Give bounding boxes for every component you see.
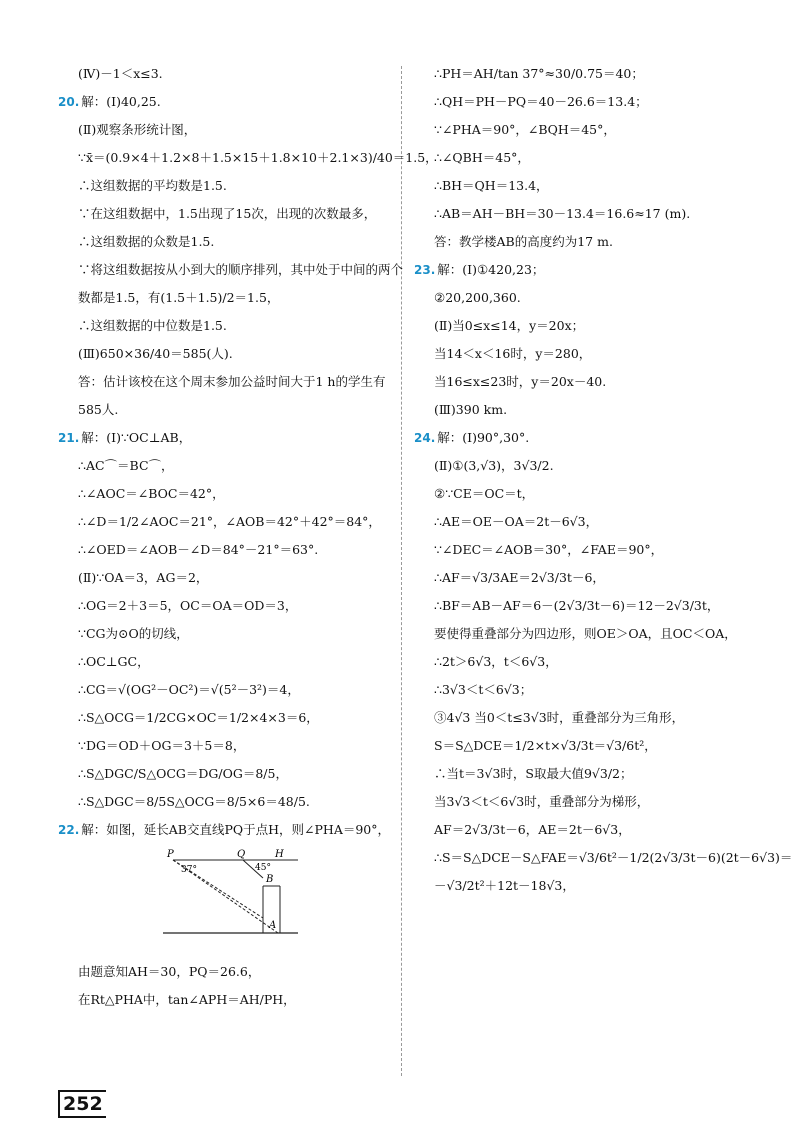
solution-line [58, 284, 393, 312]
line-text: ∵∠DEC＝∠AOB＝30°，∠FAE＝90°， [434, 542, 664, 557]
question-line [58, 424, 393, 452]
line-text: ∵在这组数据中，1.5出现了15次，出现的次数最多， [78, 206, 377, 221]
line-text: ∵∠PHA＝90°，∠BQH＝45°， [434, 122, 616, 137]
line-text: ∴S＝S△DCE－S△FAE＝√3/6t²－1/2(2√3/3t－6)(2t－6√3)＝ [434, 850, 793, 865]
line-text: 由题意知AH＝30，PQ＝26.6， [78, 964, 261, 979]
solution-line [58, 760, 393, 788]
line-text: ∴OC⊥GC， [78, 654, 150, 669]
solution-line [58, 536, 393, 564]
figure-label-h: H [275, 849, 284, 860]
line-text: ∴AE＝OE－OA＝2t－6√3， [434, 514, 599, 529]
page-number: 252 [58, 1090, 106, 1118]
line-text: ∴当t＝3√3时，S取最大值9√3/2； [434, 766, 633, 781]
solution-line [414, 200, 759, 228]
solution-line [58, 312, 393, 340]
line-text: ∵DG＝OD＋OG＝3＋5＝8， [78, 738, 246, 753]
solution-line [58, 788, 393, 816]
solution-line [58, 508, 393, 536]
line-text: 在Rt△PHA中，tan∠APH＝AH/PH， [78, 992, 296, 1007]
solution-line [58, 704, 393, 732]
solution-line [414, 648, 759, 676]
line-text: 解：(Ⅰ)①420,23； [437, 262, 545, 277]
line-text: ∵x̄＝(0.9×4＋1.2×8＋1.5×15＋1.8×10＋2.1×3)/40＝1.5， [78, 150, 438, 165]
solution-line [414, 592, 759, 620]
solution-line [58, 228, 393, 256]
solution-line [58, 396, 393, 424]
solution-line [414, 676, 759, 704]
geometry-figure [163, 848, 313, 952]
line-text: ∴∠OED＝∠AOB－∠D＝84°－21°＝63°. [78, 542, 319, 557]
solution-line [414, 760, 759, 788]
question-number: 20. [58, 95, 80, 109]
solution-line [414, 872, 759, 900]
figure-label-angle37: 37° [181, 865, 197, 875]
line-text: ∴这组数据的众数是1.5. [78, 234, 215, 249]
solution-line [58, 340, 393, 368]
solution-line [58, 592, 393, 620]
figure-label-b: B [266, 874, 274, 885]
solution-line [414, 564, 759, 592]
solution-line [58, 144, 438, 172]
solution-line [414, 732, 759, 760]
solution-line [414, 312, 759, 340]
solution-line [58, 200, 393, 228]
line-text: －√3/2t²＋12t－18√3， [434, 878, 575, 893]
solution-line [58, 116, 393, 144]
question-number: 21. [58, 431, 80, 445]
line-text: 585人. [78, 402, 119, 417]
line-text: 解：(Ⅰ)40,25. [81, 94, 161, 109]
line-text: (Ⅱ)当0≤x≤14，y＝20x； [434, 318, 585, 333]
solution-line [414, 704, 759, 732]
line-text: ∴AF＝√3/3AE＝2√3/3t－6， [434, 570, 605, 585]
solution-line [414, 144, 759, 172]
solution-line [414, 788, 759, 816]
solution-line [414, 536, 759, 564]
line-text: 解：(Ⅰ)∵OC⊥AB， [81, 430, 192, 445]
line-text: ∴CG＝√(OG²－OC²)＝√(5²－3²)＝4， [78, 682, 300, 697]
solution-line [414, 172, 759, 200]
question-number: 23. [414, 263, 436, 277]
line-text: ∴这组数据的中位数是1.5. [78, 318, 227, 333]
solution-line [414, 844, 793, 872]
solution-line [58, 620, 393, 648]
solution-line [58, 368, 393, 396]
line-text: ∴S△DGC＝8/5S△OCG＝8/5×6＝48/5. [78, 794, 310, 809]
line-text: 解：(Ⅰ)90°,30°. [437, 430, 530, 445]
question-number: 22. [58, 823, 80, 837]
solution-line [414, 480, 759, 508]
solution-line [414, 88, 759, 116]
line-text: (Ⅱ)∵OA＝3，AG＝2， [78, 570, 209, 585]
line-text: 要使得重叠部分为四边形，则OE＞OA，且OC＜OA， [434, 626, 737, 641]
question-line [58, 88, 393, 116]
line-text: 当16≤x≤23时，y＝20x－40. [434, 374, 607, 389]
line-text: ∴∠AOC＝∠BOC＝42°， [78, 486, 225, 501]
question-line [414, 256, 759, 284]
solution-line [414, 368, 759, 396]
line-text: S＝S△DCE＝1/2×t×√3/3t＝√3/6t²， [434, 738, 657, 753]
line-text: ∴AB＝AH－BH＝30－13.4＝16.6≈17 (m). [434, 206, 691, 221]
solution-line [58, 172, 393, 200]
line-text: ∴AC⌒＝BC⌒， [78, 458, 174, 473]
line-text: ∴PH＝AH/tan 37°≈30/0.75＝40； [434, 66, 644, 81]
figure-label-angle45: 45° [255, 863, 271, 873]
solution-line [58, 480, 393, 508]
line-text: ∵将这组数据按从小到大的顺序排列，其中处于中间的两个 [78, 262, 404, 277]
solution-line [58, 732, 393, 760]
line-text: ②∵CE＝OC＝t， [434, 486, 535, 501]
solution-line [414, 116, 759, 144]
line-text: (Ⅲ)650×36/40＝585(人). [78, 346, 233, 361]
solution-line [58, 958, 393, 986]
line-text: ②20,200,360. [434, 290, 521, 305]
line-text: ∴∠QBH＝45°， [434, 150, 530, 165]
line-text: ∴BF＝AB－AF＝6－(2√3/3t－6)＝12－2√3/3t， [434, 598, 720, 613]
line-text: ∴OG＝2＋3＝5，OC＝OA＝OD＝3， [78, 598, 298, 613]
line-text: ∴QH＝PH－PQ＝40－26.6＝13.4； [434, 94, 648, 109]
solution-line [414, 396, 759, 424]
solution-line [58, 256, 404, 284]
line-text: 当14＜x＜16时，y＝280， [434, 346, 592, 361]
solution-line [58, 986, 393, 1014]
line-text: (Ⅲ)390 km. [434, 402, 508, 417]
solution-line [58, 60, 393, 88]
solution-line [58, 676, 393, 704]
figure-label-q: Q [237, 849, 246, 860]
line-text: 解：如图，延长AB交直线PQ于点H，则∠PHA＝90°， [81, 822, 391, 837]
solution-line [414, 508, 759, 536]
line-text: AF＝2√3/3t－6，AE＝2t－6√3， [434, 822, 631, 837]
line-text: ∵CG为⊙O的切线， [78, 626, 189, 641]
line-text: ③4√3 当0＜t≤3√3时，重叠部分为三角形， [434, 710, 685, 725]
solution-line [414, 816, 759, 844]
line-text: ∴BH＝QH＝13.4， [434, 178, 549, 193]
question-line [58, 816, 393, 844]
solution-line [58, 452, 393, 480]
line-text: (Ⅳ)－1＜x≤3. [78, 66, 163, 81]
line-text: 答：教学楼AB的高度约为17 m. [434, 234, 613, 249]
line-text: ∴∠D＝1/2∠AOC＝21°，∠AOB＝42°＋42°＝84°， [78, 514, 381, 529]
question-number: 24. [414, 431, 436, 445]
figure-22 [163, 848, 393, 954]
question-line [414, 424, 759, 452]
line-text: (Ⅱ)观察条形统计图， [78, 122, 197, 137]
solution-line [58, 648, 393, 676]
figure-label-p: P [167, 849, 174, 860]
solution-line [414, 284, 759, 312]
solution-line [414, 228, 759, 256]
line-text: ∴2t＞6√3，t＜6√3， [434, 654, 558, 669]
line-text: ∴3√3＜t＜6√3； [434, 682, 533, 697]
solution-line [414, 620, 759, 648]
left-column [58, 60, 438, 1014]
solution-line [414, 452, 759, 480]
solution-line [414, 340, 759, 368]
line-text: ∴S△OCG＝1/2CG×OC＝1/2×4×3＝6， [78, 710, 319, 725]
figure-label-a: A [269, 920, 277, 931]
right-column [414, 60, 793, 900]
line-text: ∴S△DGC/S△OCG＝DG/OG＝8/5， [78, 766, 288, 781]
line-text: (Ⅱ)①(3,√3)，3√3/2. [434, 458, 554, 473]
solution-line [414, 60, 759, 88]
line-text: 数都是1.5，有(1.5＋1.5)/2＝1.5， [78, 290, 280, 305]
column-divider [401, 66, 402, 1076]
solution-line [58, 564, 393, 592]
line-text: 当3√3＜t＜6√3时，重叠部分为梯形， [434, 794, 650, 809]
line-text: ∴这组数据的平均数是1.5. [78, 178, 227, 193]
line-text: 答：估计该校在这个周末参加公益时间大于1 h的学生有 [78, 374, 386, 389]
